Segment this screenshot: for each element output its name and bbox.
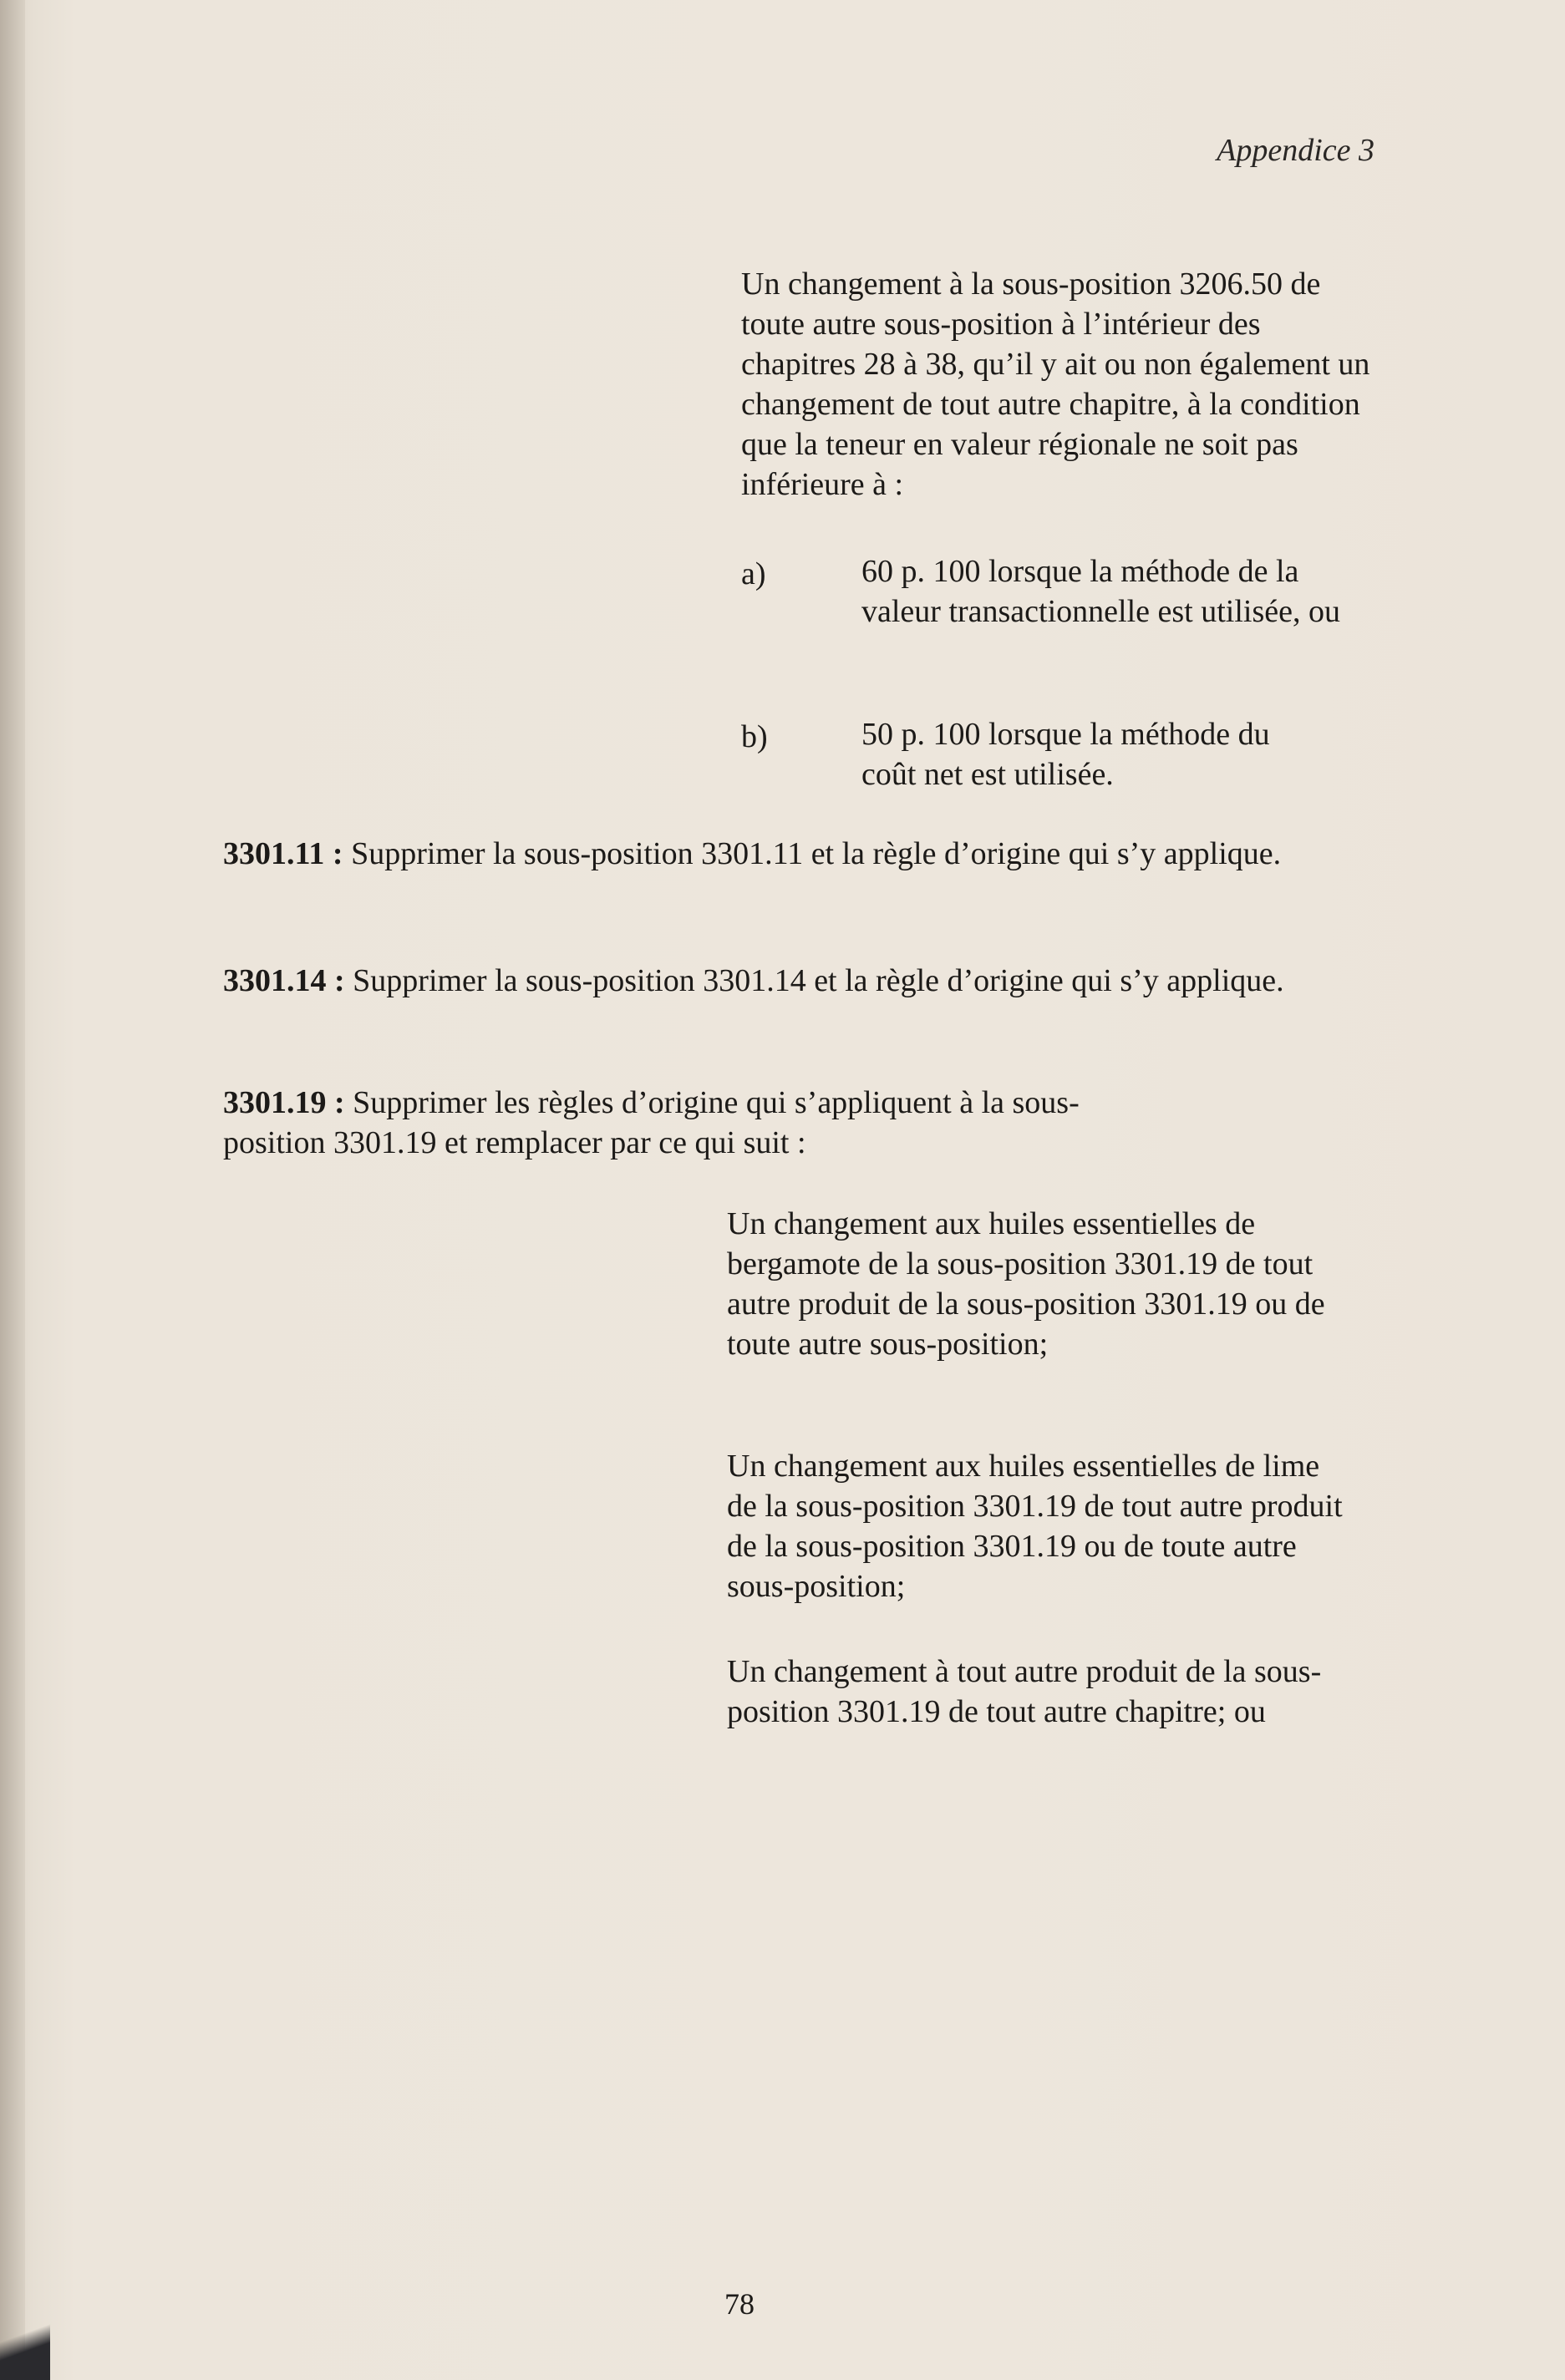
entry-3301-14	[223, 961, 1284, 1001]
running-header: Appendice 3	[1217, 133, 1374, 168]
entry-separator: :	[326, 1085, 345, 1120]
entry-text: Supprimer la sous-position 3301.11 et la règle d’origine qui s’y applique.	[343, 836, 1282, 871]
entry-code: 3301.11	[223, 836, 325, 871]
page-number: 78	[724, 2287, 755, 2321]
rule-3301-19-other: Un changement à tout autre produit de la sous-position 3301.19 de tout autre chapitre; ou	[727, 1654, 1322, 1729]
entry-text: Supprimer la sous-position 3301.14 et la règle d’origine qui s’y applique.	[344, 963, 1284, 998]
entry-code: 3301.14	[223, 963, 327, 998]
condition-a-text: 60 p. 100 lorsque la méthode de la valeur transactionnelle est utilisée, ou	[861, 554, 1340, 629]
rule-3301-19-bergamote: Un changement aux huiles essentielles de bergamote de la sous-position 3301.19 de tout autre produit de la sous-position 3301.19 ou de toute autre sous-position;	[727, 1206, 1325, 1362]
entry-3301-11	[223, 834, 1284, 874]
condition-a-label: a)	[741, 556, 766, 591]
rule-3206-50-text: Un changement à la sous-position 3206.50 de toute autre sous-position à l’intérieur des chapitres 28 à 38, qu’il y ait ou non également un changement de tout autre chapitre, à la condition que la teneur en valeur régionale ne soit pas inférieure à :	[741, 266, 1370, 502]
condition-b-text: 50 p. 100 lorsque la méthode du coût net est utilisée.	[861, 717, 1270, 792]
entry-code: 3301.19	[223, 1085, 327, 1120]
page-corner-shadow	[0, 2305, 50, 2380]
entry-separator: :	[326, 963, 345, 998]
condition-b-label: b)	[741, 719, 768, 754]
rule-3301-19-lime: Un changement aux huiles essentielles de lime de la sous-position 3301.19 de tout autre produit de la sous-position 3301.19 ou de toute autre sous-position;	[727, 1449, 1343, 1604]
entry-separator: :	[324, 836, 343, 871]
entry-text: Supprimer les règles d’origine qui s’appliquent à la sous-position 3301.19 et remplacer par ce qui suit :	[223, 1085, 1080, 1160]
entry-3301-19	[223, 1083, 1125, 1163]
book-gutter	[0, 0, 25, 2380]
